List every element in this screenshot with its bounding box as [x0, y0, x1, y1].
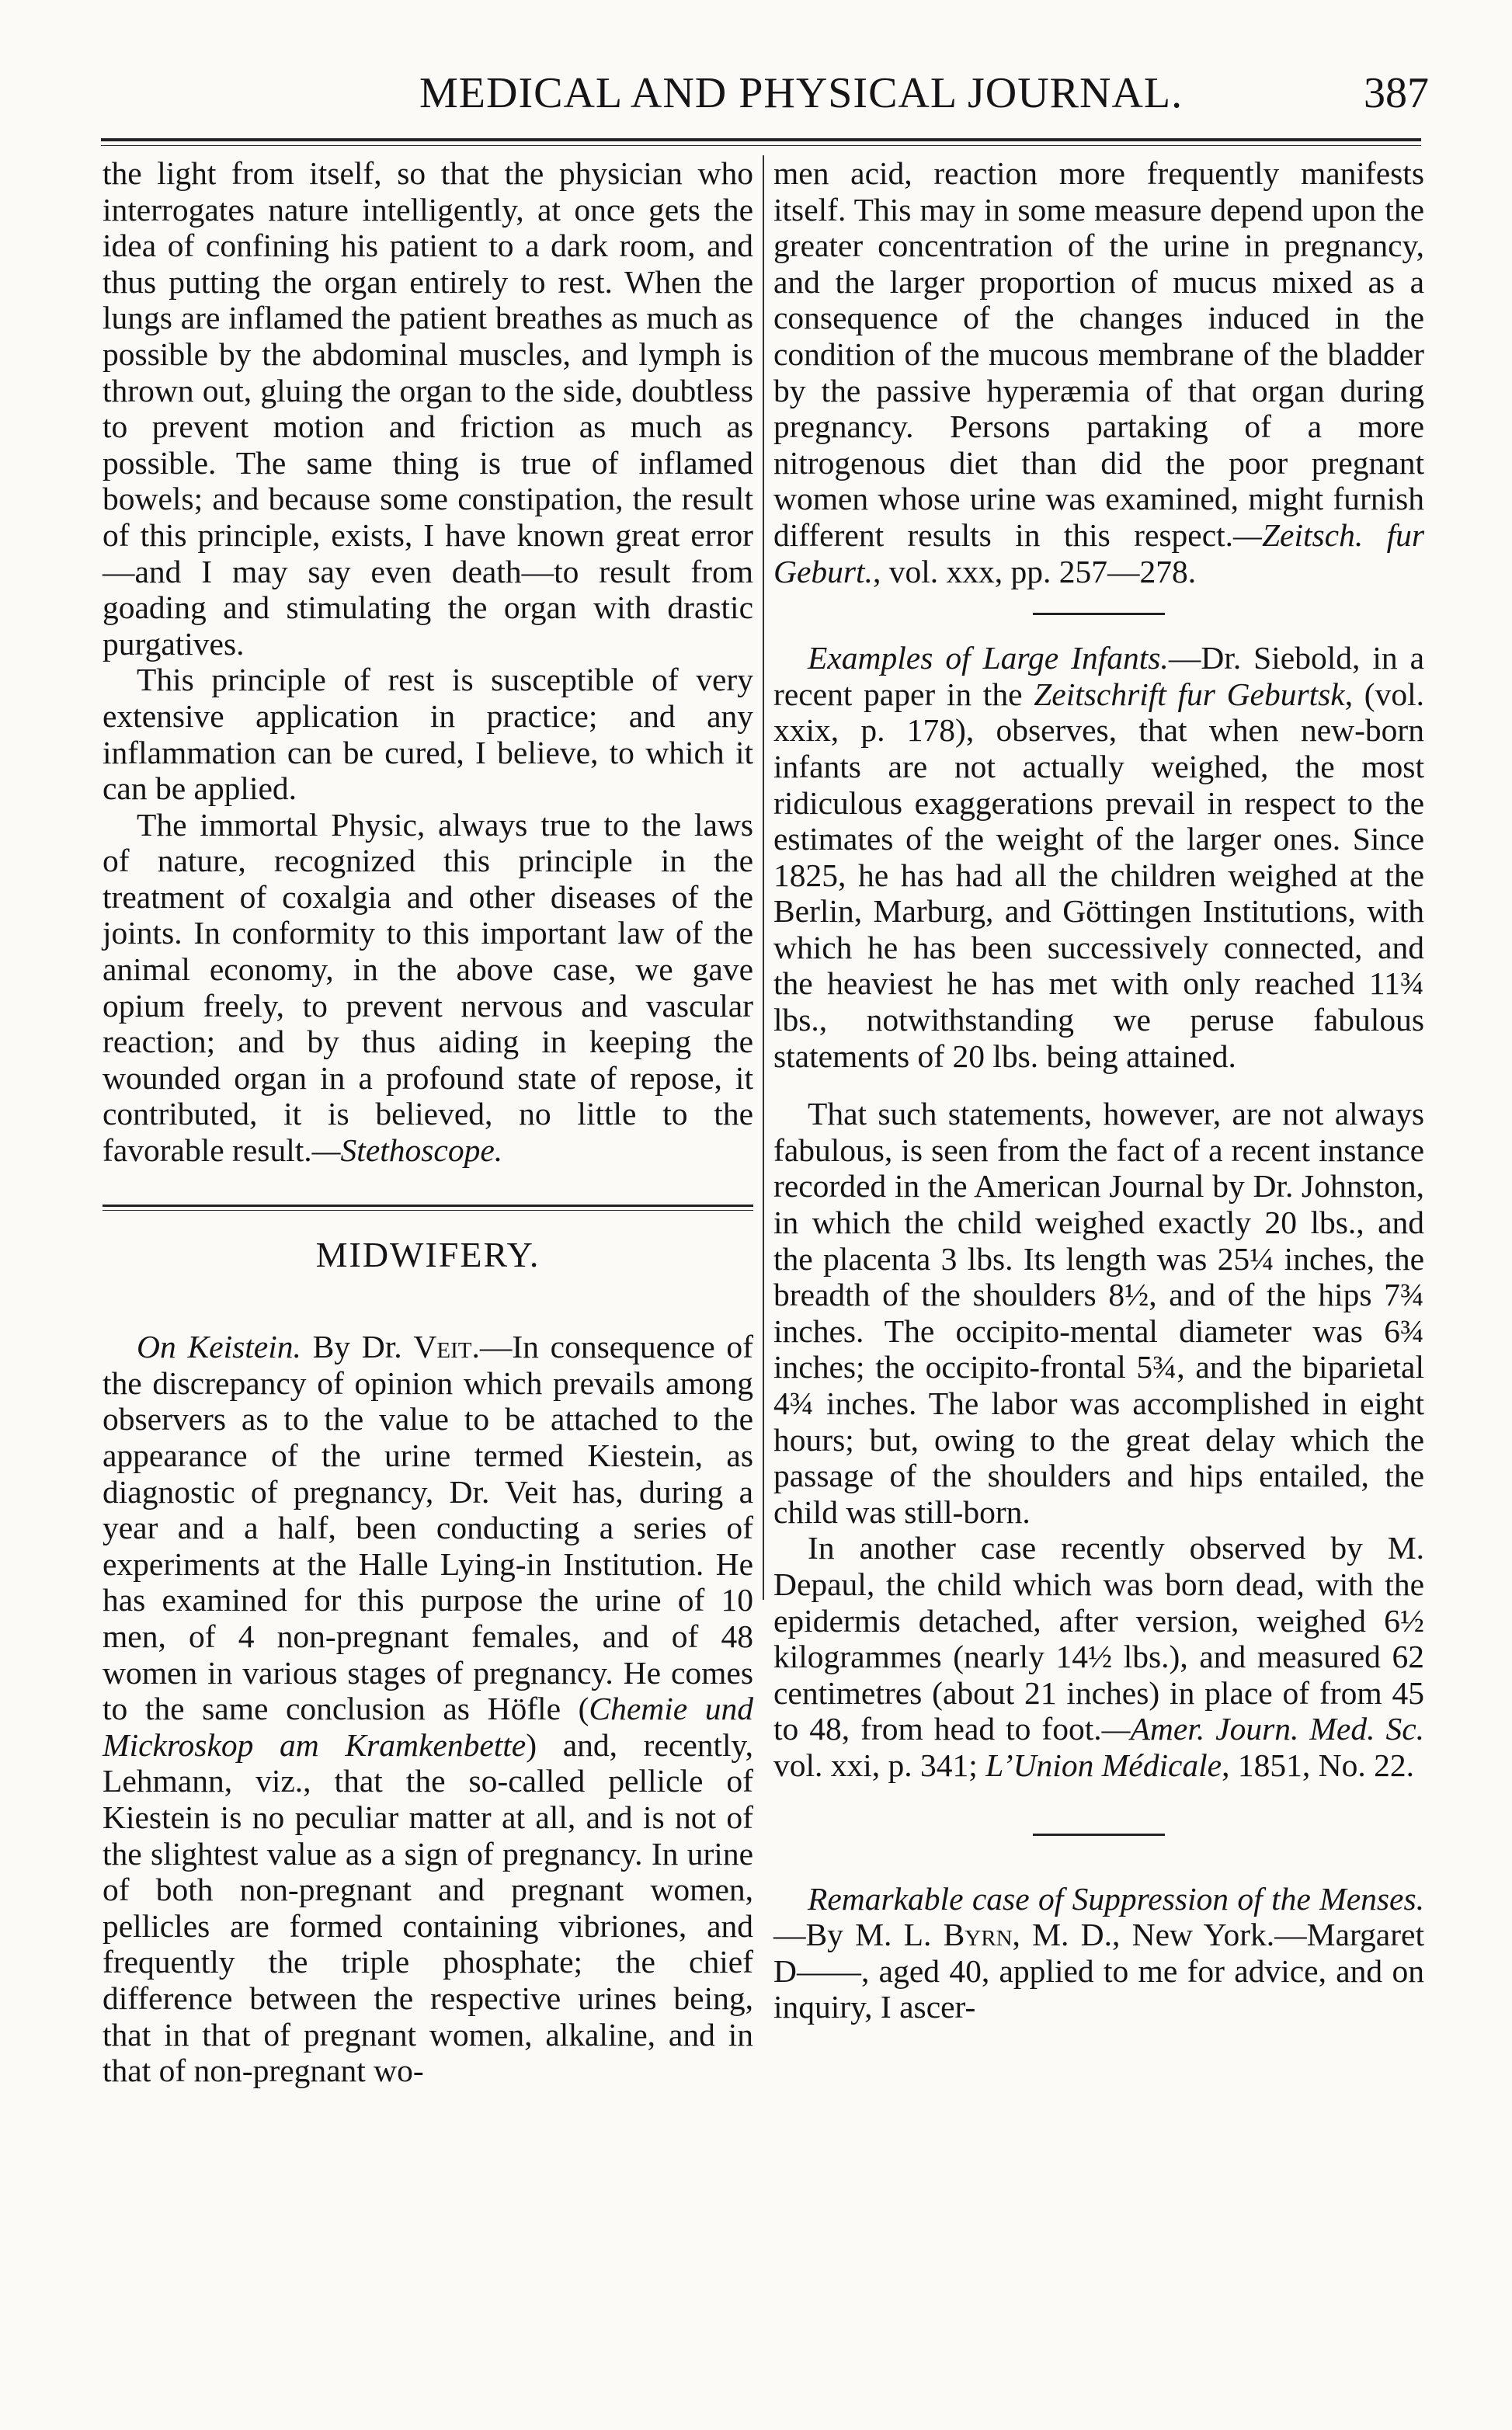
paragraph-gap — [773, 1074, 1424, 1096]
column-divider — [763, 155, 764, 1600]
paragraph-johnston: That such statements, however, are not always fabulous, is seen from the fact of a recent instance recorded in the American Journal by Dr. Johnston, in which the child weighed exactly 20 lbs., and the placenta 3 lbs. Its length was 25¼ inches, the breadth of the shoulders 8½, and of the hips 7¾ inches. The occipito-mental diameter was 6¾ inches; the occipito-frontal 5¾, and the biparietal 4¾ inches. The labor was accomplished in eight hours; but, owing to the great delay which the passage of the shoulders and hips entailed, the child was still-born. — [773, 1096, 1424, 1530]
section-rule — [103, 1205, 753, 1211]
left-column — [103, 155, 753, 2376]
large-infants-text-a: —Dr. Siebold, in a recent paper in the — [773, 640, 1424, 712]
paragraph-physic — [103, 807, 753, 1169]
paragraph-depaul — [773, 1530, 1424, 1783]
paragraph-rest-light: the light from itself, so that the physician who interrogates nature intelligently, at once gets the idea of confining his patient to a dark room, and thus putting the organ entirely to rest. When the lungs are inflamed the patient breathes as much as possible by the abdominal muscles, and lymph is thrown out, gluing the organ to the side, doubtless to prevent motion and friction as much as possible. The same thing is true of inflamed bowels; and because some constipation, the result of this principle, exists, I have known great error—and I may say even death—to result from goading and stimulating the organ with drastic purgatives. — [103, 155, 753, 662]
large-infants-text-b: , (vol. xxix, p. 178), observes, that when new-born infants are not actually weighed, the most ridiculous exaggerations prevail in respect to the estimates of the weight of the larger ones. Since 1825, he has had all the children weighed at the Berlin, Marburg, and Göttingen Institutions, with which he has been successively connected, and the heaviest he has met with only reached 11¾ lbs., notwithstanding we peruse fabulous statements of 20 lbs. being attained. — [773, 676, 1424, 1074]
source-union-medicale-ref: , 1851, No. 22. — [1222, 1747, 1414, 1783]
source-zeitsch-ref: , vol. xxx, pp. 257—278. — [872, 553, 1197, 589]
author-byrn: Byrn — [943, 1917, 1013, 1953]
article-byline: By Dr. — [301, 1329, 414, 1365]
page-number: 387 — [1364, 69, 1429, 117]
citation-zeitschrift: Zeitschrift fur Geburtsk — [1034, 676, 1345, 712]
article-title-suppression: Remarkable case of Suppression of the Menses. — [808, 1880, 1424, 1917]
source-stethoscope: —Stethoscope. — [311, 1132, 503, 1169]
paragraph-physic-text: The immortal Physic, always true to the laws of nature, recognized this principle in the treatment of coxalgia and other diseases of the joints. In conformity to this important law of the animal economy, in the above case, we gave opium freely, to prevent nervous and vascular reaction; and by thus aiding in keeping the wounded organ in a profound state of repose, it contributed, it is believed, no little to the favorable result. — [103, 806, 753, 1169]
article-suppression — [773, 1881, 1424, 2025]
right-column — [773, 155, 1424, 2376]
page-header — [93, 68, 1429, 138]
source-amer-journ: —Amer. Journ. Med. Sc. — [1101, 1711, 1425, 1747]
author-veit: Veit — [413, 1329, 472, 1365]
header-rule — [101, 138, 1421, 146]
source-amer-journ-ref: vol. xxi, p. 341; — [773, 1747, 986, 1783]
short-rule — [1033, 613, 1165, 615]
citation-hofle: Chemie und Mickroskop am Kramkenbette — [103, 1691, 753, 1763]
section-heading-midwifery: MIDWIFERY. — [315, 1234, 540, 1274]
article-keistein — [103, 1329, 753, 2088]
article-text-a: .—In consequence of the discrepancy of opinion which prevails among observers as to the value to be attached to the appearance of the urine termed Kiestein, as diagnostic of pregnancy, Dr. Veit has, during a year and a half, been conducting a series of experiments at the Halle Lying-in Institution. He has examined for this purpose the urine of 10 men, of 4 non-pregnant females, and of 48 women in various stages of pregnancy. He comes to the same conclusion as Höfle ( — [103, 1329, 753, 1727]
article-large-infants — [773, 640, 1424, 1074]
running-title: MEDICAL AND PHYSICAL JOURNAL. — [419, 69, 1184, 117]
paragraph-rest-principle: This principle of rest is susceptible of very extensive application in practice; and any inflammation can be cured, I believe, to which it can be applied. — [103, 662, 753, 807]
paragraph-continuation — [773, 155, 1424, 589]
source-zeitsch: —Zeitsch. fur Geburt. — [773, 516, 1424, 589]
article-text-b: ) and, recently, Lehmann, viz., that the so-called pellicle of Kiestein is no peculiar matter at all, and is not of the slightest value as a sign of pregnancy. In urine of both non-pregnant and pregnant women, pellicles are formed containing vibriones, and frequently the triple phosphate; the chief difference between the respective urines being, that in that of pregnant women, alkaline, and in that of non-pregnant wo- — [103, 1726, 753, 2089]
suppression-text-a: —By M. L. — [773, 1917, 944, 1953]
depaul-text: In another case recently observed by M. Depaul, the child which was born dead, with the epidermis detached, after version, weighed 6½ kilogrammes (nearly 14½ lbs.), and measured 62 centimetres (about 21 inches) in place of from 45 to 48, from head to foot. — [773, 1530, 1424, 1747]
suppression-text-b: , M. D., New York.—Margaret D——, aged 40, applied to me for advice, and on inquiry, I ascer- — [773, 1917, 1424, 2025]
short-rule-2 — [1033, 1834, 1165, 1836]
continuation-text: men acid, reaction more frequently manifests itself. This may in some measure depend upon the greater concentration of the urine in pregnancy, and the larger proportion of mucus mixed as a consequence of the changes induced in the condition of the mucous membrane of the bladder by the passive hyperæmia of that organ during pregnancy. Persons partaking of a more nitrogenous diet than did the poor pregnant women whose urine was examined, might furnish different results in this respect. — [773, 155, 1424, 553]
article-title-large-infants: Examples of Large Infants. — [808, 640, 1169, 676]
article-title-keistein: On Keistein. — [137, 1329, 301, 1365]
source-union-medicale: L’Union Médicale — [985, 1747, 1222, 1783]
